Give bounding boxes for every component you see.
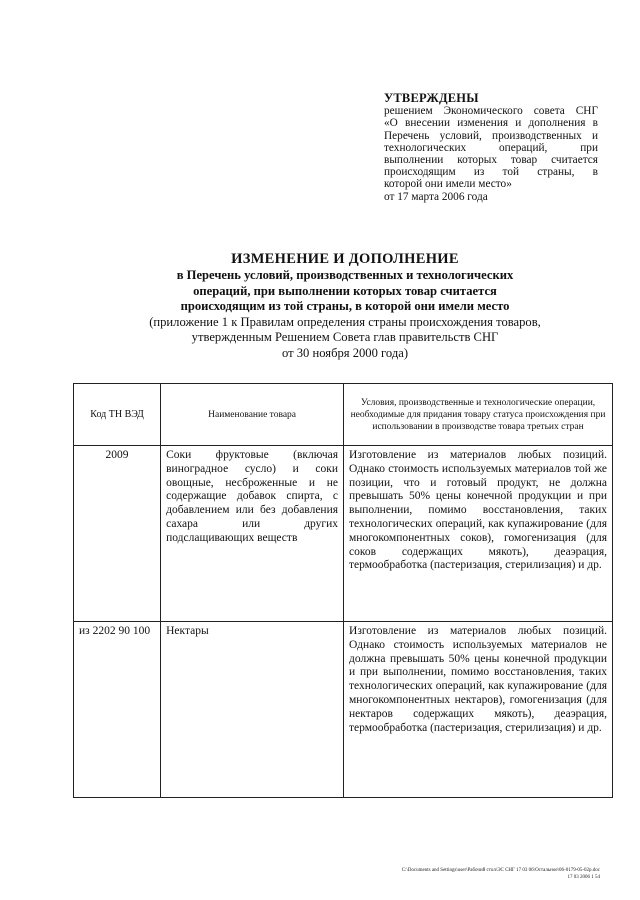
approval-line: которой они имели место» [384, 178, 512, 191]
header-conditions: Условия, производственные и технологические операции, необходимые для придания товару статуса происхождения при использовании в производстве товара третьих стран [344, 384, 613, 446]
table-row [74, 446, 613, 622]
note-line: утвержденным Решением Совета глав правительств СНГ [191, 330, 499, 345]
table-row [74, 622, 613, 798]
approval-title: УТВЕРЖДЕНЫ [384, 91, 479, 105]
subtitle-line: в Перечень условий, производственных и технологических [176, 268, 514, 282]
approval-stamp-block [384, 92, 598, 203]
document-heading [80, 250, 610, 362]
footer-path: C:\Documents and Settings\user\Рабочий стол\ЭС СНГ 17 03 06\Остальное\06-0179-05-02р.doc [401, 868, 600, 873]
file-path-footer [300, 868, 600, 881]
approval-line: технологических операций, при [384, 141, 598, 154]
note-line: (приложение 1 к Правилам определения страны происхождения товаров, [149, 314, 541, 329]
document-title: ИЗМЕНЕНИЕ И ДОПОЛНЕНИЕ [231, 251, 459, 267]
approval-line: Перечень условий, производственных и [384, 129, 598, 142]
footer-date: 17 03 2006 1 54 [567, 874, 600, 880]
approval-line: происходящим из той страны, в [384, 166, 598, 179]
subtitle-line: происходящим из той страны, в которой они имели место [180, 299, 510, 314]
row-name: Нектары [161, 622, 344, 798]
row-name: Соки фруктовые (включая виноградное сусло) и соки овощные, несброженные и не содержащие добавок спирта, с добавлением или без добавления сахара или других подслащивающих веществ [161, 446, 344, 622]
note-line: от 30 ноября 2000 года) [281, 345, 409, 360]
row-code: из 2202 90 100 [74, 622, 161, 798]
approval-line: выполнении которых товар считается [384, 154, 598, 167]
row-conditions: Изготовление из материалов любых позиций. Однако стоимость используемых материалов той же позиции, что и готовый продукт, не должна превышать 50% цены конечной продукции и при выполнении, помимо восстановления, таких технологических операций, как купажирование (для многокомпонентных соков), гомогенизация (для соков содержащих мякоть), деаэрация, термообработка (пастеризация, стерилизация) и др. [344, 446, 613, 622]
approval-date: от 17 марта 2006 года [384, 190, 488, 203]
row-conditions: Изготовление из материалов любых позиций. Однако стоимость используемых материалов не должна превышать 50% цены конечной продукции и при выполнении, помимо восстановления, таких технологических операций, как купажирование (для многокомпонентных нектаров), гомогенизация (для нектаров содержащих мякоть), деаэрация, термообработка (пастеризация, стерилизация) и др. [344, 622, 613, 798]
header-code: Код ТН ВЭД [74, 384, 161, 446]
approval-line: «О внесении изменения и дополнения в [384, 117, 598, 130]
table-header-row [74, 384, 613, 446]
subtitle-line: операций, при выполнении которых товар считается [193, 283, 497, 298]
header-name: Наименование товара [161, 384, 344, 446]
approval-line: решением Экономического совета СНГ [384, 105, 598, 118]
row-code: 2009 [74, 446, 161, 622]
goods-table [73, 383, 613, 798]
